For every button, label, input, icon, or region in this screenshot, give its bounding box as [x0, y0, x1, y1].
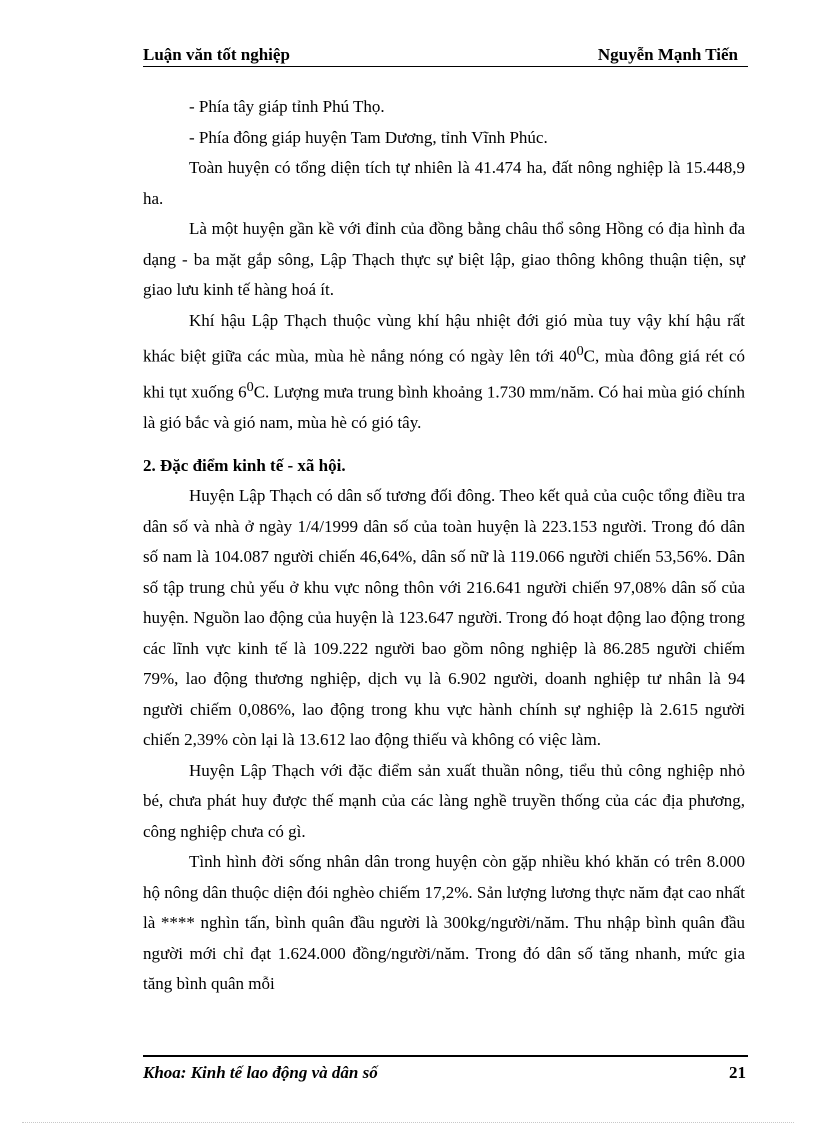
climate-text-part-2: C, mùa đông giá rét có khi tụt xuống 6	[143, 346, 746, 402]
paragraph-climate	[143, 306, 745, 439]
paragraph-area: Toàn huyện có tổng diện tích tự nhiên là 41.474 ha, đất nông nghiệp là 15.448,9 ha.	[143, 158, 745, 208]
climate-text-part-1: Khí hậu Lập Thạch thuộc vùng khí hậu nhiệt đới gió mùa tuy vậy khí hậu rất khác biệt giữa các mùa, mùa hè nắng nóng có ngày lên tới 40	[143, 310, 745, 366]
page-number: 21	[729, 1063, 746, 1082]
page-body	[143, 92, 745, 1000]
paragraph-west-border: - Phía tây giáp tỉnh Phú Thọ.	[189, 97, 385, 116]
header-thesis-title: Luận văn tốt nghiệp	[143, 45, 290, 64]
paragraph-production: Huyện Lập Thạch với đặc điểm sản xuất thuần nông, tiểu thủ công nghiệp nhỏ bé, chưa phát huy được thế mạnh của các làng nghề truyền thống của các địa phương, công nghiệp chưa có gì.	[143, 760, 745, 841]
footer-faculty: Khoa: Kinh tế lao động và dân số	[143, 1063, 378, 1082]
paragraph-east-border: - Phía đông giáp huyện Tam Dương, tỉnh Vĩnh Phúc.	[189, 127, 548, 147]
page-footer	[143, 1060, 748, 1086]
paragraph-living-conditions: Tình hình đời sống nhân dân trong huyện còn gặp nhiều khó khăn có trên 8.000 hộ nông dân thuộc diện đói nghèo chiếm 17,2%. Sản lượng lương thực năm đạt cao nhất là **** nghìn tấn, bình quân đầu người là 300kg/người/năm. Thu nhập bình quân đầu người mới chỉ đạt 1.624.000 đồng/người/năm. Trong đó dân số tăng nhanh, mức gia tăng bình quân mỗi	[143, 852, 745, 994]
paragraph-terrain: Là một huyện gần kề với đỉnh của đồng bằng châu thổ sông Hồng có địa hình đa dạng - ba mặt gắp sông, Lập Thạch thực sự biệt lập, giao thông không thuận tiện, sự giao lưu kinh tế hàng hoá ít.	[143, 219, 745, 299]
degree-superscript-2: 0	[246, 379, 254, 396]
page-header	[143, 44, 748, 67]
climate-text-part-3: C. Lượng mưa trung bình khoảng 1.730 mm/năm. Có hai mùa gió chính là gió bắc và gió nam, mùa hè có gió tây.	[143, 382, 746, 433]
degree-superscript-1: 0	[576, 343, 584, 359]
footer-rule	[143, 1055, 748, 1057]
paragraph-population: Huyện Lập Thạch có dân số tương đối đông. Theo kết quả của cuộc tổng điều tra dân số và nhà ở ngày 1/4/1999 dân số của toàn huyện là 223.153 người. Trong đó dân số nam là 104.087 người chiến 46,64%, dân số nữ là 119.066 người chiến 53,56%. Dân số tập trung chủ yếu ở khu vực nông thôn với 216.641 người chiến 97,08% dân số của huyện. Nguồn lao động của huyện là 123.647 người. Trong đó hoạt động lao động trong các lĩnh vực kinh tế là 109.222 người bao gồm nông nghiệp là 86.285 người chiếm 79%, lao động thương nghiệp, dịch vụ là 6.902 người, doanh nghiệp tư nhân là 94 người chiếm 0,086%, lao động trong khu vực hành chính sự nghiệp là 2.615 người chiến 2,39% còn lại là 13.612 lao động thiếu và không có việc làm.	[143, 486, 745, 750]
header-author-name: Nguyễn Mạnh Tiến	[597, 45, 738, 64]
section-heading: 2. Đặc điểm kinh tế - xã hội.	[143, 455, 346, 475]
